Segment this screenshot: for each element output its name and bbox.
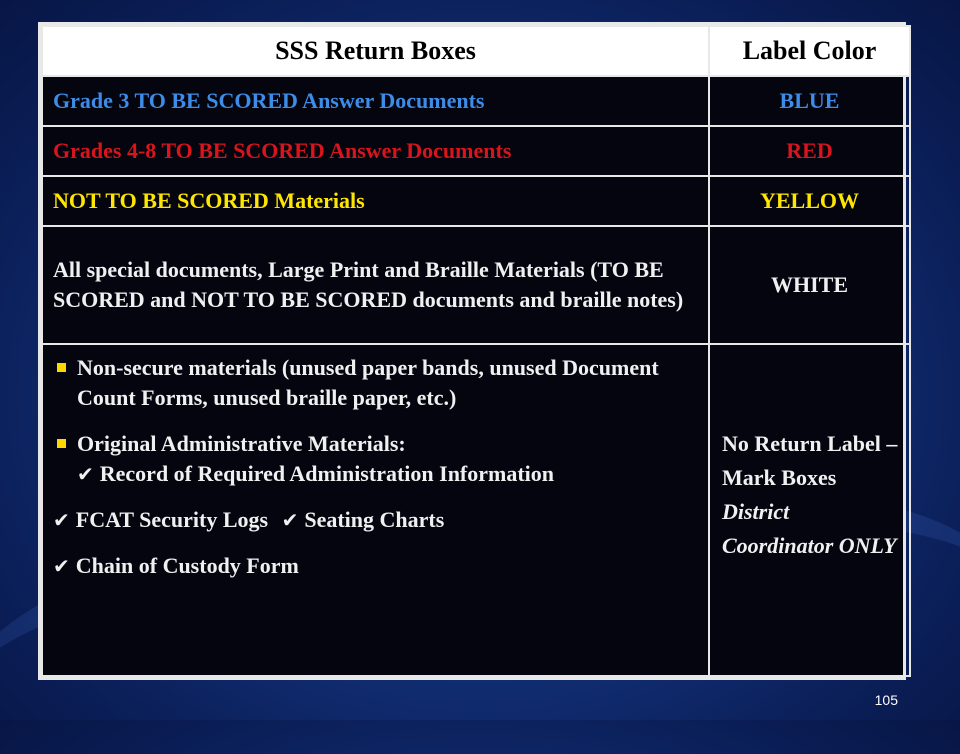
row-desc-no-return xyxy=(42,344,709,676)
row-desc-not-scored: NOT TO BE SCORED Materials xyxy=(42,176,709,226)
seating-charts-text: Seating Charts xyxy=(304,507,445,532)
checkmark-icon: ✔ xyxy=(53,554,70,578)
row-color-no-return xyxy=(709,344,910,676)
row-desc-grade3: Grade 3 TO BE SCORED Answer Documents xyxy=(42,76,709,126)
row-color-red: RED xyxy=(709,126,910,176)
checkmark-icon: ✔ xyxy=(53,508,70,532)
table-row xyxy=(42,126,910,176)
chain-of-custody-text: Chain of Custody Form xyxy=(75,553,299,578)
square-bullet-icon xyxy=(57,363,66,372)
checkmark-icon: ✔ xyxy=(281,508,299,532)
list-item xyxy=(53,429,698,489)
checkmark-icon: ✔ xyxy=(77,462,94,486)
table-header-row xyxy=(42,26,910,76)
row-color-yellow: YELLOW xyxy=(709,176,910,226)
header-label-color: Label Color xyxy=(709,26,910,76)
fcat-security-logs-text: FCAT Security Logs xyxy=(75,507,269,532)
square-bullet-icon xyxy=(57,439,66,448)
page-number: 105 xyxy=(874,692,898,708)
list-item xyxy=(53,551,698,581)
list-item xyxy=(53,505,698,535)
no-return-plain: No Return Label – Mark Boxes xyxy=(722,431,898,490)
table-row xyxy=(42,76,910,126)
table-row xyxy=(42,344,910,676)
return-boxes-table xyxy=(38,22,906,680)
no-return-label-text xyxy=(720,345,899,563)
original-admin-materials-text: Original Administrative Materials: xyxy=(77,431,406,456)
row-desc-grades4-8: Grades 4-8 TO BE SCORED Answer Documents xyxy=(42,126,709,176)
row-color-blue: BLUE xyxy=(709,76,910,126)
row-color-white: WHITE xyxy=(709,226,910,344)
table-row xyxy=(42,176,910,226)
table-row xyxy=(42,226,910,344)
header-return-boxes: SSS Return Boxes xyxy=(42,26,709,76)
list-item xyxy=(53,353,698,413)
no-return-italic: District Coordinator ONLY xyxy=(722,499,897,558)
non-secure-materials-text: Non-secure materials (unused paper bands, unused Document Count Forms, unused braille paper, etc.) xyxy=(77,355,659,410)
row-desc-special-docs: All special documents, Large Print and Braille Materials (TO BE SCORED and NOT TO BE SCORED documents and braille notes) xyxy=(42,226,709,344)
record-required-admin-text: Record of Required Administration Information xyxy=(99,461,555,486)
